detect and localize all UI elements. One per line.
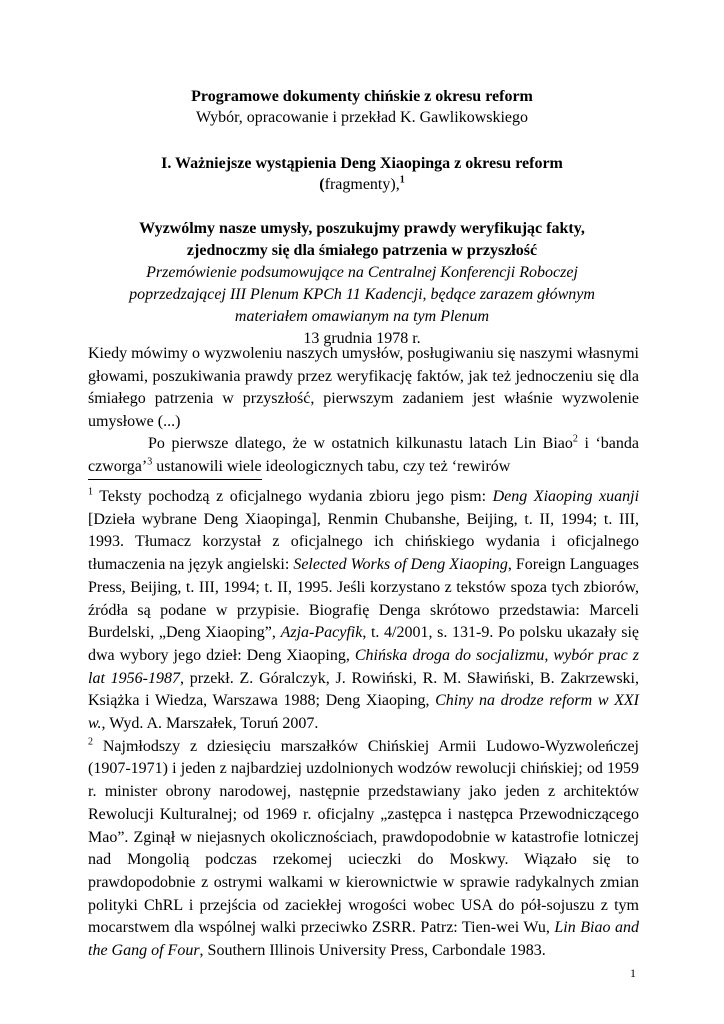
section-fragment-text: fragmenty), — [324, 176, 400, 193]
footnote-1-text: Teksty pochodzą z oficjalnego wydania zbioru jego pism: — [93, 488, 493, 505]
footnote-2 — [88, 736, 639, 963]
speech-description-line-3: materiałem omawianym na tym Plenum — [234, 308, 490, 325]
footnote-1-title: Chińska droga do socjalizmu, wybór prac z lat 1956-1987 — [88, 646, 639, 687]
speech-title-line-2: zjednoczmy się dla śmiałego patrzenia w przyszłość — [186, 242, 538, 259]
body-paragraph-2-part-c: ustanowili wiele ideologicznych tabu, czy też ‘rewirów — [152, 457, 511, 475]
footnote-1-text: [Dzieła wybrane Deng Xiaopinga], Renmin Chubanshe, Beijing, t. II, 1994; t. III, 1993. Tłumacz korzystał z oficjalnego ich chińskiego wydania i oficjalnego tłumaczenia na język angielski: — [88, 510, 639, 574]
section-title: I. Ważniejsze wystąpienia Deng Xiaopinga z okresu reform — [161, 155, 563, 172]
footnote-1-number: 1 — [88, 486, 93, 498]
page-number: 1 — [630, 966, 636, 980]
footnote-ref-1[interactable]: 1 — [399, 174, 405, 186]
footnote-2-title: Lin Biao and the Gang of Four — [88, 919, 640, 960]
footnote-2-text: , Southern Illinois University Press, Carbondale 1983. — [199, 942, 546, 960]
header-block — [88, 86, 636, 350]
speech-description-line-2: poprzedzającej III Plenum KPCh 11 Kadencji, będące zarazem głównym — [129, 286, 595, 303]
footnote-1-title: Deng Xiaoping xuanji — [492, 488, 640, 505]
body-paragraph-2-part-a: Po pierwsze dlatego, że w ostatnich kilkunastu latach Lin Biao — [148, 435, 573, 452]
section-fragment — [88, 174, 636, 195]
footnote-1-text: , Foreign Languages Press, Beijing, t. III, 1994; t. II, 1995. Jeśli korzystano z tekstów spoza tych zbiorów, źródła są podane w przypisie. Biografię Denga skrótowo przedstawia: Marceli Burdelski, „Deng Xiaoping”, — [88, 556, 640, 642]
speech-description-line-1: Przemówienie podsumowujące na Centralnej Konferencji Roboczej — [146, 264, 578, 281]
footnote-1-title: Selected Works of Deng Xiaoping — [293, 556, 508, 574]
footnote-1-text: , Wyd. A. Marszałek, Toruń 2007. — [101, 715, 319, 733]
footnote-1-title: Chiny na drodze reform w XXI w. — [88, 692, 640, 733]
body-paragraph-1: Kiedy mówimy o wyzwoleniu naszych umysłów, posługiwaniu się naszymi własnymi głowami, poszukiwania prawdy przez weryfikację faktów, jak też jednoczeniu się dla śmiałego patrzenia w przyszłość, pierwszym zadaniem jest właśnie wyzwolenie umysłowe (...) — [88, 345, 639, 430]
footnote-2-number: 2 — [88, 736, 93, 748]
footnote-ref-2[interactable]: 2 — [572, 433, 578, 445]
speech-title-line-1: Wyzwólmy nasze umysły, poszukujmy prawdy weryfikując fakty, — [139, 220, 585, 237]
footnote-1-text: , przekł. Z. Góralczyk, J. Rowiński, R. M. Sławiński, B. Zakrzewski, Książka i Wiedza, Warszawa 1988; Deng Xiaoping, — [88, 669, 640, 710]
footnote-1 — [88, 486, 639, 736]
body-paragraph-2 — [88, 433, 639, 478]
speech-date: 13 grudnia 1978 r. — [303, 330, 421, 347]
footnote-1-title: Azja-Pacyfik — [280, 624, 363, 642]
footnote-1-text: , t. 4/2001, s. 131-9. Po polsku ukazały się dwa wybory jego dzieł: Deng Xiaoping, — [88, 624, 639, 664]
body-text — [88, 343, 639, 478]
body-paragraph-2-part-b: i ‘banda czworga’ — [88, 435, 640, 475]
document-title: Programowe dokumenty chińskie z okresu reform — [191, 88, 533, 105]
footnotes — [88, 486, 639, 963]
section-fragment-open: ( — [319, 176, 325, 193]
footnote-ref-3[interactable]: 3 — [147, 456, 153, 468]
document-subtitle: Wybór, opracowanie i przekład K. Gawlikowskiego — [195, 109, 529, 126]
footnote-2-text: Najmłodszy z dziesięciu marszałków Chińskiej Armii Ludowo-Wyzwoleńczej (1907-1971) i jeden z najbardziej uzdolnionych wodzów rewolucji chińskiej; od 1959 r. minister obrony narodowej, następnie przedstawiany jako jeden z architektów Rewolucji Kulturalnej; od 1969 r. oficjalny „zastępca i następca Przewodniczącego Mao”. Zginął w niejasnych okolicznościach, prawdopodobnie w katastrofie lotniczej nad Mongolią podczas rzekomej ucieczki do Moskwy. Wiązało się to prawdopodobnie z ostrymi walkami w kierownictwie w sprawie radykalnych zmian polityki ChRL i przejścia od zaciekłej wrogości wobec USA do pół-sojuszu z tym mocarstwem dla wspólnej walki przeciwko ZSRR. Patrz: Tien-wei Wu, — [88, 737, 639, 937]
footnote-separator — [88, 479, 262, 480]
